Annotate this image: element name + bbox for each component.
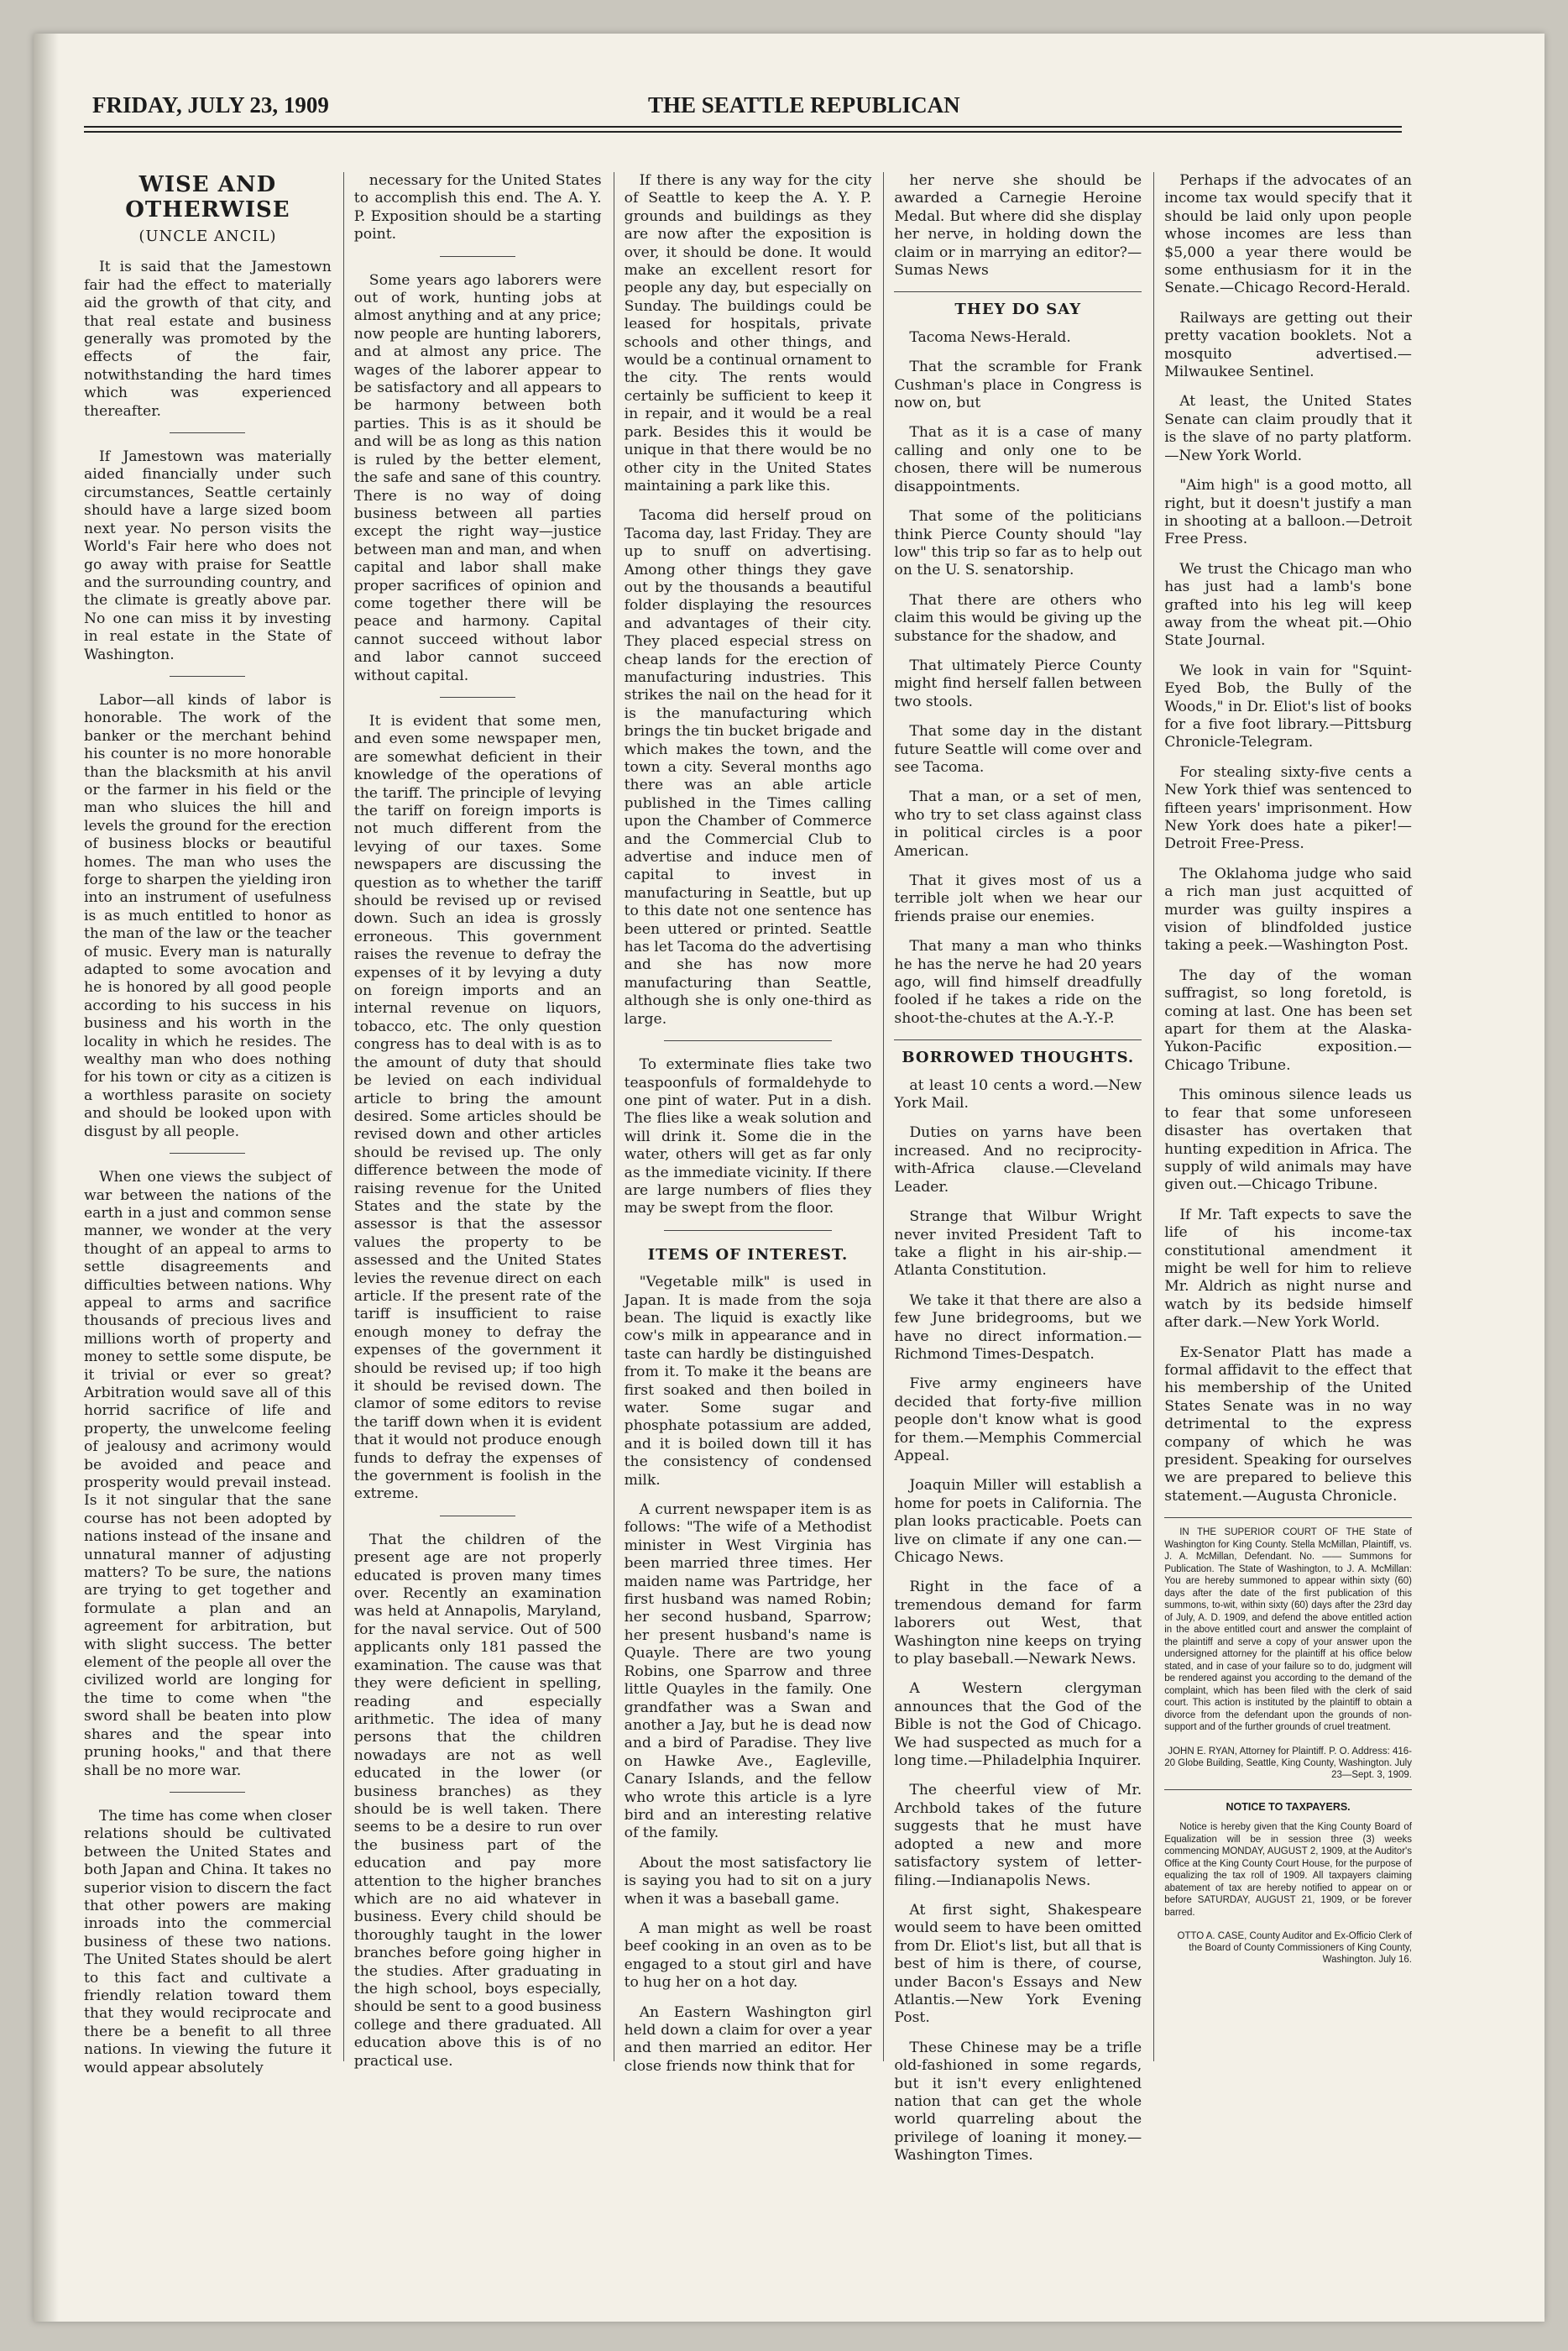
header-rule-top [84,126,1402,128]
separator [170,1153,245,1154]
paragraph: An Eastern Washington girl held down a claim for over a year and then married an editor. Her close friends now think that for [624,2003,872,2075]
paragraph: If Mr. Taft expects to save the life of his income-tax constitutional amendment it might be well for him to relieve Mr. Aldrich as night nurse and watch by its bedside himself after dark.—New York World. [1164,1206,1412,1332]
paragraph: The day of the woman suffragist, so long foretold, is coming at last. One has been set apart for them at the Alaska-Yukon-Pacific exposition.—Chicago Tribune. [1164,966,1412,1074]
paragraph: This ominous silence leads us to fear that some unforeseen disaster has overtaken that hunting expedition in Africa. The supply of wild animals may have given out.—Chicago Tribune. [1164,1086,1412,1194]
paragraph: Railways are getting out their pretty vacation booklets. Not a mosquito advertised.—Milwaukee Sentinel. [1164,309,1412,381]
separator [664,1230,832,1231]
section-heading: ITEMS OF INTEREST. [647,1245,849,1264]
column-3 [614,172,872,2075]
column-4 [883,172,1142,2165]
paragraph: If there is any way for the city of Seattle to keep the A. Y. P. grounds and buildings as they are now after the exposition is over, it should be done. It would make an excellent resort for people any day, but especially on Sunday. The buildings could be leased for hospitals, private schools and other things, and would be a continual ornament to the city. The rents would certainly be sufficient to keep it in repair, and it would be a real park. Besides this it would be unique in that there would be no other city in the United States maintaining a park like this. [624,172,872,495]
section-heading: THEY DO SAY [954,301,1082,319]
paragraph: at least 10 cents a word.—New York Mail. [894,1076,1142,1113]
paragraph: These Chinese may be a trifle old-fashioned in some regards, but it isn't every enlightened nation that can get the whole world quarreling about the privilege of loaning it money.—Washington Times. [894,2039,1142,2165]
paragraph: Five army engineers have decided that forty-five million people don't know what is good for them.—Memphis Commercial Appeal. [894,1375,1142,1464]
paragraph: Perhaps if the advocates of an income tax would specify that it should be laid only upon people whose incomes are less than $5,000 a year there would be some enthusiasm for it in the Senate.—Chicago Record-Herald. [1164,172,1412,297]
separator [894,291,1142,292]
columns [84,172,1412,2165]
separator [440,697,515,698]
header-rule-bottom [84,131,1402,133]
article-headline: WISE AND OTHERWISE [125,172,290,223]
paragraph: That many a man who thinks he has the nerve he had 20 years ago, will find himself dreadfully fooled if he takes a ride on the shoot-the-chutes at the A.-Y.-P. [894,938,1142,1027]
paragraph: At first sight, Shakespeare would seem to have been omitted from Dr. Eliot's list, but all that is best of him is there, of course, under Bacon's Essays and New Atlantis.—New York Evening Post. [894,1901,1142,2027]
paragraph: Some years ago laborers were out of work, hunting jobs at almost anything and at any price; now people are hunting laborers, and at almost any price. The wages of the laborer appear to be satisfactory and all appears to be harmony between both parties. This is as it should be and will be as long as this nation is ruled by the better element, the safe and sane of this country. There is no way of doing business between all parties except the right way—justice between man and man, and when capital and labor shall make proper sacrifices of opinion and come together there will be peace and harmony. Capital cannot succeed without labor and labor cannot succeed without capital. [353,271,602,684]
column-5 [1153,172,1412,2061]
legal-signature: JOHN E. RYAN, Attorney for Plaintiff. P. O. Address: 416-20 Globe Building, Seattle, King County, Washington. July 23—Sept. 3, 1909. [1164,1746,1412,1780]
paragraph: That a man, or a set of men, who try to set class against class in political circles is a poor American. [894,788,1142,860]
paragraph: Tacoma did herself proud on Tacoma day, last Friday. They are up to snuff on advertising. Among other things they gave out by the thousands a beautiful folder displaying the resources and advantages of their city. They placed especial stress on cheap lands for the erection of manufacturing industries. This strikes the nail on the head for it is the manufacturing which brings the tin bucket brigade and which makes the town, and the town a city. Several months ago there was an able article published in the Times calling upon the Chamber of Commerce and the Commercial Club to advertise and induce men of capital to invest in manufacturing in Seattle, but up to this date not one sentence has been uttered or printed. Seattle has let Tacoma do the advertising and she has now more manufacturing than Seattle, although she is only one-third as large. [624,507,872,1028]
paragraph: That the children of the present age are not properly educated is proven many times over. Recently an examination was held at Annapolis, Maryland, for the naval service. Out of 500 applicants only 181 passed the examination. The cause was that they were deficient in spelling, reading and especially arithmetic. The idea of many persons that the children nowadays are not as well educated in the lower (or business branches) as they should be is well taken. There seems to be a desire to run over the business part of the education and pay more attention to the higher branches which are no aid whatever in business. Every child should be thoroughly taught in the lower branches before going higher in the studies. After graduating in the high school, boys especially, should be sent to a good business college and there graduated. All education above this is of no practical use. [353,1531,602,2070]
page-fold-shadow [34,34,59,2322]
legal-notice: Notice is hereby given that the King County Board of Equalization will be in session three (3) weeks commencing MONDAY, AUGUST 2, 1909, at the Auditor's Office at the King County Court House, for the purpose of equalizing the tax roll of 1909. All taxpayers claiming abatement of tax are hereby notified to appear on or before SATURDAY, AUGUST 21, 1909, or be forever barred. [1164,1822,1412,1918]
separator [1164,1789,1412,1790]
paragraph: Duties on yarns have been increased. And no reciprocity-with-Africa clause.—Cleveland Leader. [894,1124,1142,1196]
section-heading: BORROWED THOUGHTS. [902,1049,1135,1067]
separator [170,432,245,433]
separator [664,1040,832,1041]
column-2 [343,172,602,2070]
column-1 [84,172,332,2076]
paragraph: For stealing sixty-five cents a New York thief was sentenced to fifteen years' imprisonment. How New York does hate a piker!—Detroit Free-Press. [1164,763,1412,853]
separator [170,676,245,677]
article-byline: (UNCLE ANCIL) [139,228,277,245]
paragraph: That ultimately Pierce County might find herself fallen between two stools. [894,657,1142,710]
legal-notice: IN THE SUPERIOR COURT OF THE State of Washington for King County. Stella McMillan, Plaintiff, vs. J. A. McMillan, Defendant. No. —— Summons for Publication. The State of Washington, to J. A. McMillan: You are hereby summoned to appear within sixty (60) days after the date of the first publication of this summons, to-wit, within sixty (60) days after the 23rd day of July, A. D. 1909, and defend the above entitled action in the above entitled court and answer the complaint of the plaintiff and serve a copy of your answer upon the undersigned attorney for the plaintiff at his office below stated, and in case of your failure so to do, judgment will be rendered against you according to the demand of the complaint, which has been filed with the clerk of said court. This action is instituted by the plaintiff to obtain a divorce from the defendant upon the grounds of non-support and of the further grounds of cruel treatment. [1164,1527,1412,1733]
paragraph: "Aim high" is a good motto, all right, but it doesn't justify a man in shooting at a balloon.—Detroit Free Press. [1164,477,1412,548]
paragraph: When one views the subject of war between the nations of the earth in a just and common sense manner, we wonder at the very thought of an appeal to arms to settle disagreements and difficulties between nations. Why appeal to arms and sacrifice thousands of precious lives and millions worth of property and money to settle some dispute, be it trivial or ever so great? Arbitration would save all of this horrid sacrifice of life and property, the unwelcome feeling of jealousy and acrimony would be avoided and peace and prosperity would prevail instead. Is it not singular that the sane course has not been adopted by nations instead of the insane and unnatural manner of adjusting matters? To be sure, the nations are trying to get together and formulate a plan and an agreement for arbitration, but with slight success. The better element of the people all over the civilized world are longing for the time to come when "the sword shall be beaten into plow shares and the spear into pruning hooks," and that there shall be no more war. [84,1169,332,1779]
paragraph: Labor—all kinds of labor is honorable. The work of the banker or the merchant behind his counter is no more honorable than the blacksmith at his anvil or the farmer in his field or the man who sluices the hill and levels the ground for the erection of business blocks or beautiful homes. The man who uses the forge to sharpen the yielding iron into an instrument of usefulness is as much entitled to honor as the man of the law or the teacher of music. Every man is naturally adapted to some avocation and he is honored by all good people according to his success in his business and his worth in the locality in which he resides. The wealthy man who does nothing for his town or city as a citizen is a worthless parasite on society and should be looked upon with disgust by all people. [84,691,332,1140]
paragraph: Ex-Senator Platt has made a formal affidavit to the effect that his membership of the United States Senate was in no way detrimental to the express company of which he was president. Speaking for ourselves we are prepared to believe this statement.—Augusta Chronicle. [1164,1343,1412,1505]
paragraph: To exterminate flies take two teaspoonfuls of formaldehyde to one pint of water. Put in a dish. The flies like a weak solution and will drink it. Some die in the water, others will get as far only as the immediate vicinity. If there are large numbers of flies they may be swept from the floor. [624,1056,872,1217]
legal-signature: OTTO A. CASE, County Auditor and Ex-Officio Clerk of the Board of County Commissioners of King County, Washington. July 16. [1177,1931,1412,1966]
paragraph: Right in the face of a tremendous demand for farm laborers out West, that Washington nine keeps on trying to play baseball.—Newark News. [894,1579,1142,1668]
paragraph: A man might as well be roast beef cooking in an oven as to be engaged to a stout girl and have to hug her on a hot day. [624,1919,872,1992]
separator [894,1039,1142,1040]
paragraph: That there are others who claim this would be giving up the substance for the shadow, and [894,591,1142,645]
paragraph: At least, the United States Senate can claim proudly that it is the slave of no party platform.—New York World. [1164,393,1412,464]
paragraph: If Jamestown was materially aided financially under such circumstances, Seattle certainly should have a large sized boom next year. No person visits the World's Fair here who does not go away with praise for Seattle and the surrounding country, and the climate is greatly above par. No one can miss it by investing in real estate in the State of Washington. [84,448,332,663]
paragraph: A Western clergyman announces that the God of the Bible is not the God of Chicago. We had suspected as much for a long time.—Philadelphia Inquirer. [894,1680,1142,1770]
paragraph: The cheerful view of Mr. Archbold takes of the future suggests that he must have adopted a new and more satisfactory system of letter-filing.—Indianapolis News. [894,1782,1142,1889]
paragraph: "Vegetable milk" is used in Japan. It is made from the soja bean. The liquid is exactly like cow's milk in appearance and in taste can hardly be distinguished from it. To make it the beans are first soaked and then boiled in water. Some sugar and phosphate potassium are added, and it is boiled down till it has the consistency of condensed milk. [624,1274,872,1489]
paragraph: Strange that Wilbur Wright never invited President Taft to take a flight in his air-ship.—Atlanta Constitution. [894,1208,1142,1280]
paragraph: That it gives most of us a terrible jolt when we hear our friends praise our enemies. [894,872,1142,925]
separator [1164,1517,1412,1518]
paragraph: Joaquin Miller will establish a home for poets in California. The plan looks practicable. Poets can live on climate if any one can.—Chicago News. [894,1477,1142,1566]
paragraph: her nerve she should be awarded a Carnegie Heroine Medal. But where did she display her nerve, in holding down the claim or in marrying an editor?—Sumas News [894,172,1142,280]
paragraph: That as it is a case of many calling and only one to be chosen, there will be numerous disappointments. [894,424,1142,495]
paragraph: We look in vain for "Squint-Eyed Bob, the Bully of the Woods," in Dr. Eliot's list of books for a five foot library.—Pittsburg Chronicle-Telegram. [1164,662,1412,751]
paragraph: necessary for the United States to accomplish this end. The A. Y. P. Exposition should be a starting point. [353,172,602,243]
issue-date: FRIDAY, JULY 23, 1909 [92,92,329,118]
paragraph: Tacoma News-Herald. [909,328,1071,346]
paragraph: About the most satisfactory lie is saying you had to sit on a jury when it was a baseball game. [624,1854,872,1908]
paragraph: That some day in the distant future Seattle will come over and see Tacoma. [894,723,1142,776]
page-header [60,92,1395,126]
separator [170,1792,245,1793]
paragraph: That the scramble for Frank Cushman's place in Congress is now on, but [894,359,1142,412]
masthead: THE SEATTLE REPUBLICAN [648,92,960,118]
paragraph: It is said that the Jamestown fair had the effect to materially aid the growth of that city, and that real estate and business generally was promoted by the effects of the fair, notwithstanding the hard times which was experienced thereafter. [84,259,332,420]
legal-notice-title: NOTICE TO TAXPAYERS. [1226,1800,1351,1813]
paragraph: That some of the politicians think Pierce County should "lay low" this trip so far as to help out on the U. S. senatorship. [894,508,1142,579]
paragraph: It is evident that some men, and even some newspaper men, are somewhat deficient in their knowledge of the operations of the tariff. The principle of levying the tariff on foreign imports is not much different from the levying of our taxes. Some newspapers are discussing the question as to whether the tariff should be revised up or revised down. Such an idea is grossly erroneous. This government raises the revenue to defray the expenses of it by levying a duty on foreign imports and an internal revenue on liquors, tobacco, etc. The only question congress has to deal with is as to the amount of duty that should be levied on each individual article to bring the amount desired. Some articles should be revised down and other articles should be revised up. The only difference between the mode of raising revenue for the United States and the state by the assessor is that the assessor values the property to be assessed and the United States levies the revenue direct on each article. If the present rate of the tariff is insufficient to raise enough money to defray the expenses of the government it should be revised up; if too high it should be revised down. The clamor of some editors to revise the tariff down when it is evident that it would not produce enough funds to defray the expenses of the government is foolish in the extreme. [353,712,602,1503]
paragraph: We take it that there are also a few June bridegrooms, but we have no direct information.—Richmond Times-Despatch. [894,1291,1142,1363]
separator [440,256,515,257]
paragraph: The Oklahoma judge who said a rich man just acquitted of murder was guilty inspires a vision of blindfolded justice taking a peek.—Washington Post. [1164,865,1412,955]
paragraph: The time has come when closer relations should be cultivated between the United States and both Japan and China. It takes no superior vision to discern the fact that other powers are making inroads into the commercial business of these two nations. The United States should be alert to this fact and cultivate a friendly relation toward them that they would reciprocate and there be a benefit to all three nations. In viewing the future it would appear absolutely [84,1807,332,2076]
paragraph: We trust the Chicago man who has just had a lamb's bone grafted into his leg will keep away from the wheat pit.—Ohio State Journal. [1164,560,1412,650]
paragraph: A current newspaper item is as follows: "The wife of a Methodist minister in West Virginia has been married three times. Her maiden name was Partridge, her first husband was named Robin; her second husband, Sparrow; her present husband's name is Quayle. There are two young Robins, one Sparrow and three little Quayles in the family. One grandfather was a Swan and another a Jay, but he is dead now and a bird of Paradise. They live on Hawke Ave., Eagleville, Canary Islands, and the fellow who wrote this article is a lyre bird and an interesting relative of the family. [624,1501,872,1842]
